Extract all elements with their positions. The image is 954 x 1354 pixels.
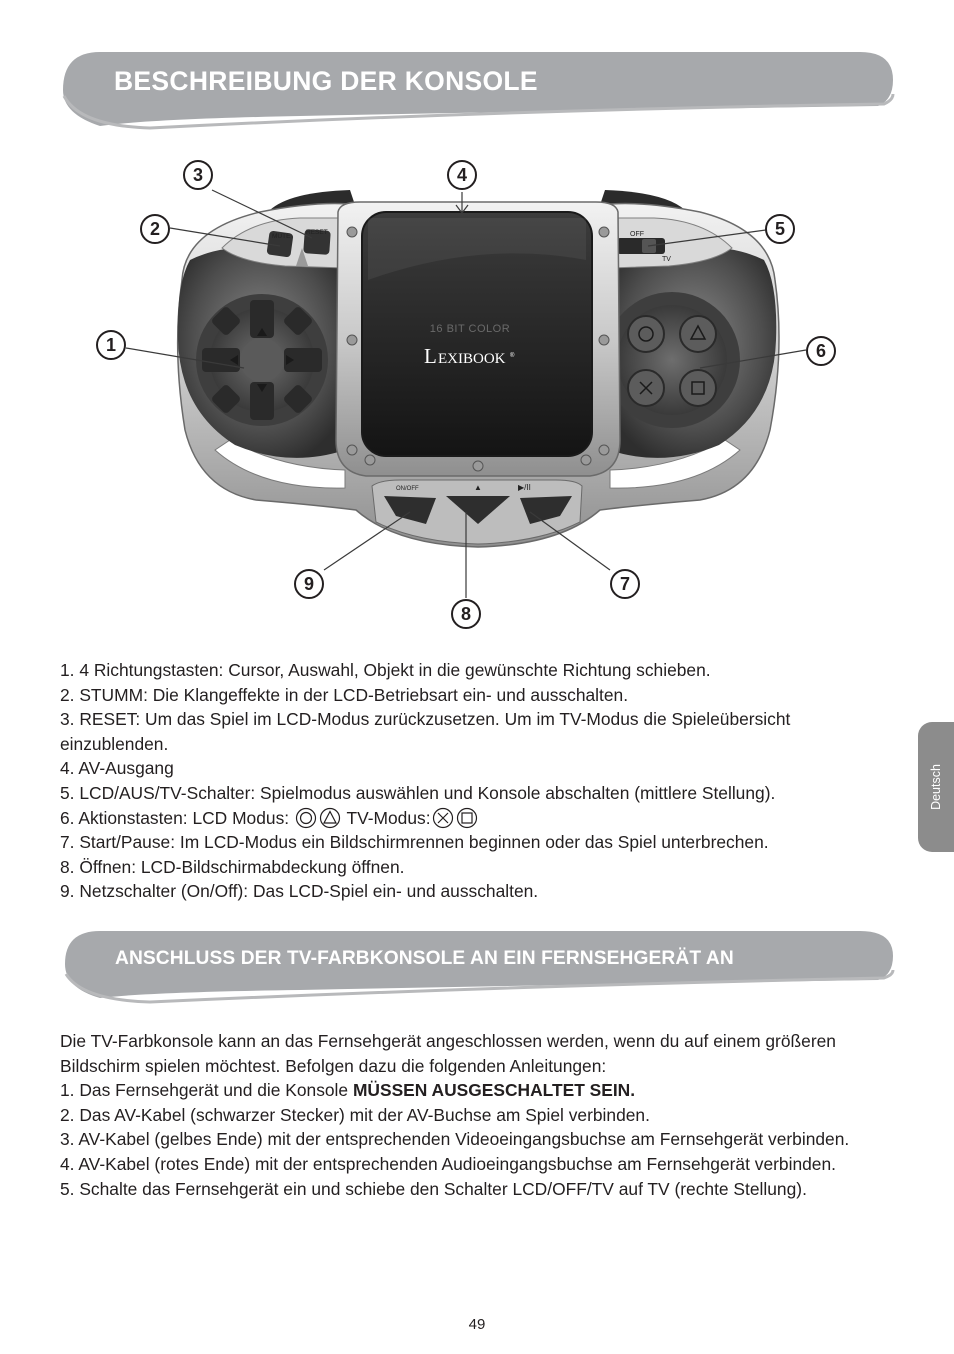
list-item: 4. AV-Kabel (rotes Ende) mit der entsprechenden Audioeingangsbuchse am Fernsehgerät verbinden. [60, 1153, 836, 1174]
callout-4: 4 [447, 160, 477, 190]
list-item: 2. STUMM: Die Klangeffekte in der LCD-Betriebsart ein- und ausschalten. [60, 684, 629, 705]
list-item: 2. Das AV-Kabel (schwarzer Stecker) mit der AV-Buchse am Spiel verbinden. [60, 1104, 650, 1125]
onoff-label: ON/OFF [396, 486, 419, 492]
tv-label: TV [662, 256, 671, 263]
callout-8: 8 [451, 599, 481, 629]
page-number: 49 [468, 1316, 486, 1333]
language-tab [918, 722, 954, 852]
language-tab-label: Deutsch [929, 764, 943, 810]
list-item: 3. RESET: Um das Spiel im LCD-Modus zurückzusetzen. Um im TV-Modus die Spieleübersicht einzublenden. [60, 709, 791, 754]
list-item: 1. 4 Richtungstasten: Cursor, Auswahl, Objekt in die gewünschte Richtung schieben. [60, 660, 711, 680]
eject-label: ▲ [474, 483, 482, 492]
list-item-emphasis: MÜSSEN AUSGESCHALTET SEIN. [352, 1080, 636, 1101]
list-item-text: 6. Aktionstasten: LCD Modus: [60, 807, 294, 828]
intro-paragraph: Die TV-Farbkonsole kann an das Fernsehgerät angeschlossen werden, wenn du auf einem größeren Bildschirm spielen möchtest. Befolgen dazu die folgenden Anleitungen: [60, 1031, 836, 1076]
logo-text: EXIBOOK [438, 351, 506, 367]
off-label: OFF [630, 231, 644, 238]
callout-6: 6 [806, 336, 836, 366]
callout-3: 3 [183, 160, 213, 190]
list-item: 4. AV-Ausgang [60, 758, 174, 779]
list-item: 8. Öffnen: LCD-Bildschirmabdeckung öffnen. [60, 856, 405, 877]
reset-label: RESET [306, 229, 328, 236]
mute-label: MUTE [272, 233, 291, 240]
callout-1: 1 [96, 330, 126, 360]
callout-7: 7 [610, 569, 640, 599]
list-item: 5. LCD/AUS/TV-Schalter: Spielmodus auswählen und Konsole abschalten (mittlere Stellung). [60, 782, 776, 803]
tv-mode-label: TV-Modus: [346, 807, 431, 828]
callout-9: 9 [294, 569, 324, 599]
logo-initial: L [424, 344, 437, 368]
list-item: 9. Netzschalter (On/Off): Das LCD-Spiel ein- und ausschalten. [60, 881, 539, 902]
callout-5: 5 [765, 214, 795, 244]
list-item: 5. Schalte das Fernsehgerät ein und schiebe den Schalter LCD/OFF/TV auf TV (rechte Stellung). [60, 1178, 807, 1199]
tv-connection-instructions [60, 1029, 890, 1201]
play-pause-label: ▶/II [518, 483, 531, 492]
callout-2: 2 [140, 214, 170, 244]
list-item-text: 1. Das Fernsehgerät und die Konsole [60, 1080, 353, 1101]
section-title-description: BESCHREIBUNG DER KONSOLE [114, 66, 538, 96]
list-item: 7. Start/Pause: Im LCD-Modus ein Bildschirmrennen beginnen oder das Spiel unterbrechen. [60, 832, 769, 853]
logo-mark: ® [510, 353, 515, 359]
list-item: 3. AV-Kabel (gelbes Ende) mit der entsprechenden Videoeingangsbuchse am Fernsehgerät verbinden. [60, 1129, 850, 1150]
list-item [60, 1078, 890, 1103]
bit-color-label: 16 BIT COLOR [429, 323, 511, 335]
section-title-connection: ANSCHLUSS DER TV-FARBKONSOLE AN EIN FERNSEHGERÄT AN [115, 948, 734, 969]
